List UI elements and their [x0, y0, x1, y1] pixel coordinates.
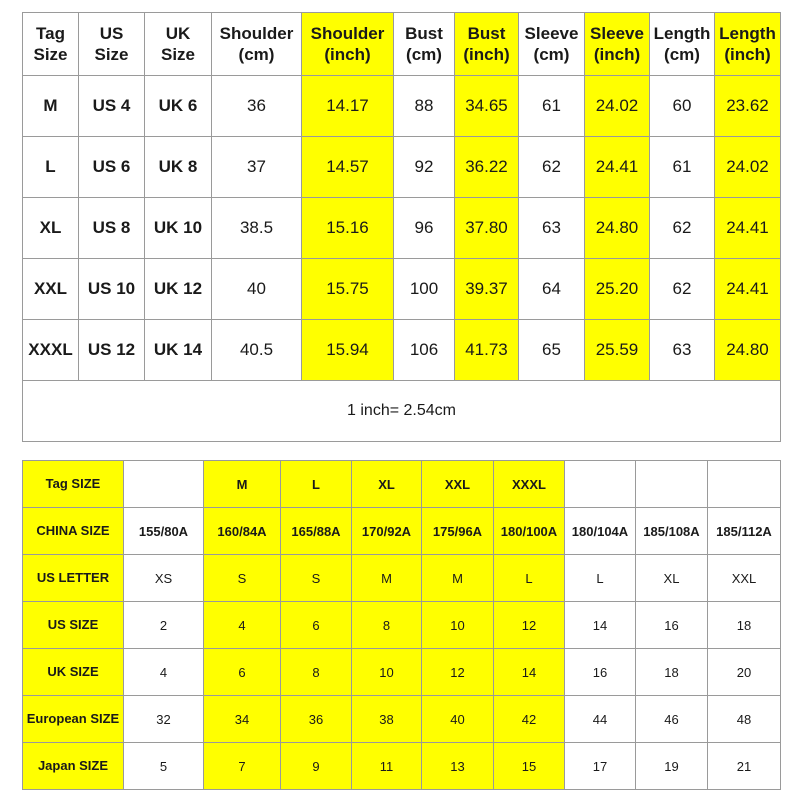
table-cell: 24.41	[715, 259, 781, 320]
table-cell: 10	[352, 649, 422, 696]
table-cell	[124, 461, 204, 508]
table-cell: 36	[281, 696, 352, 743]
table-cell: UK 10	[145, 198, 212, 259]
measurement-header-row	[23, 13, 781, 76]
table-cell: 18	[636, 649, 708, 696]
table-cell: 37	[212, 137, 302, 198]
table-cell: 170/92A	[352, 508, 422, 555]
table-cell: L	[565, 555, 636, 602]
table-cell: 96	[394, 198, 455, 259]
column-header	[145, 13, 212, 76]
row-label: Japan SIZE	[23, 743, 124, 790]
table-cell: 24.80	[585, 198, 650, 259]
table-cell: UK 8	[145, 137, 212, 198]
table-cell: 2	[124, 602, 204, 649]
table-cell: 62	[650, 259, 715, 320]
table-cell: XXL	[708, 555, 781, 602]
column-header-line: (cm)	[533, 45, 570, 64]
table-cell: 106	[394, 320, 455, 381]
table-row	[23, 320, 781, 381]
table-cell: 24.41	[585, 137, 650, 198]
table-cell: 4	[124, 649, 204, 696]
column-header-line: (cm)	[406, 45, 442, 64]
column-header-line: Size	[94, 45, 129, 64]
table-row	[23, 259, 781, 320]
table-cell: 63	[650, 320, 715, 381]
table-cell: 14	[565, 602, 636, 649]
column-header-line: (inch)	[324, 45, 371, 64]
table-cell: 4	[204, 602, 281, 649]
column-header-line: Shoulder	[310, 24, 385, 43]
table-cell	[565, 461, 636, 508]
table-cell: 12	[422, 649, 494, 696]
table-cell: XL	[352, 461, 422, 508]
table-row	[23, 76, 781, 137]
row-label: US LETTER	[23, 555, 124, 602]
row-label: UK SIZE	[23, 649, 124, 696]
table-cell: XXXL	[494, 461, 565, 508]
table-cell: 11	[352, 743, 422, 790]
table-cell: 185/112A	[708, 508, 781, 555]
table-cell: M	[422, 555, 494, 602]
column-header-line: Length	[719, 24, 776, 43]
column-header-line: (inch)	[463, 45, 510, 64]
table-cell: XL	[636, 555, 708, 602]
table-cell: US 4	[79, 76, 145, 137]
table-cell: 63	[519, 198, 585, 259]
table-cell: 60	[650, 76, 715, 137]
table-cell: 160/84A	[204, 508, 281, 555]
size-label: XL	[23, 198, 79, 259]
table-cell: 48	[708, 696, 781, 743]
size-label: L	[23, 137, 79, 198]
table-cell: 38	[352, 696, 422, 743]
table-cell: 7	[204, 743, 281, 790]
table-cell: 165/88A	[281, 508, 352, 555]
column-header	[585, 13, 650, 76]
size-label: M	[23, 76, 79, 137]
table-cell: 15	[494, 743, 565, 790]
column-header	[650, 13, 715, 76]
column-header	[79, 13, 145, 76]
table-cell: 185/108A	[636, 508, 708, 555]
table-cell: 61	[519, 76, 585, 137]
table-cell: M	[204, 461, 281, 508]
table-cell	[708, 461, 781, 508]
table-cell: 16	[636, 602, 708, 649]
table-cell: 175/96A	[422, 508, 494, 555]
table-cell: 37.80	[455, 198, 519, 259]
table-cell: UK 12	[145, 259, 212, 320]
table-cell: 6	[204, 649, 281, 696]
table-row	[23, 696, 781, 743]
table-cell: 5	[124, 743, 204, 790]
table-row	[23, 743, 781, 790]
table-cell: 40.5	[212, 320, 302, 381]
table-cell: 15.94	[302, 320, 394, 381]
table-cell: 15.16	[302, 198, 394, 259]
table-cell: 100	[394, 259, 455, 320]
table-cell: US 6	[79, 137, 145, 198]
column-header-line: UK	[165, 24, 191, 43]
table-row	[23, 649, 781, 696]
table-cell	[636, 461, 708, 508]
table-cell: 17	[565, 743, 636, 790]
column-header-line: (inch)	[593, 45, 641, 64]
table-cell: 24.02	[585, 76, 650, 137]
table-cell: XS	[124, 555, 204, 602]
table-row	[23, 555, 781, 602]
table-cell: US 12	[79, 320, 145, 381]
conversion-footnote: 1 inch= 2.54cm	[23, 381, 781, 442]
table-cell: 14	[494, 649, 565, 696]
table-cell: 64	[519, 259, 585, 320]
table-cell: 8	[352, 602, 422, 649]
table-cell: 13	[422, 743, 494, 790]
table-cell: 38.5	[212, 198, 302, 259]
table-cell: S	[204, 555, 281, 602]
table-cell: 15.75	[302, 259, 394, 320]
size-label: XXXL	[23, 320, 79, 381]
table-cell: M	[352, 555, 422, 602]
table-row	[23, 602, 781, 649]
table-cell: 9	[281, 743, 352, 790]
column-header	[455, 13, 519, 76]
table-cell: 19	[636, 743, 708, 790]
table-cell: L	[494, 555, 565, 602]
table-cell: 25.59	[585, 320, 650, 381]
column-header-line: Size	[160, 45, 196, 64]
column-header	[519, 13, 585, 76]
table-cell: 92	[394, 137, 455, 198]
table-cell: 25.20	[585, 259, 650, 320]
table-cell: 42	[494, 696, 565, 743]
column-header-line: Size	[33, 45, 68, 64]
table-cell: 65	[519, 320, 585, 381]
table-row	[23, 508, 781, 555]
table-cell: 44	[565, 696, 636, 743]
table-cell: UK 6	[145, 76, 212, 137]
row-label: US SIZE	[23, 602, 124, 649]
row-label: European SIZE	[23, 696, 124, 743]
column-header-line: (inch)	[724, 45, 771, 64]
column-header	[302, 13, 394, 76]
table-cell: 41.73	[455, 320, 519, 381]
table-cell: 62	[519, 137, 585, 198]
column-header-line: Bust	[405, 24, 443, 43]
table-cell: 18	[708, 602, 781, 649]
table-cell: S	[281, 555, 352, 602]
table-cell: 88	[394, 76, 455, 137]
table-cell: 36.22	[455, 137, 519, 198]
column-header-line: Shoulder	[219, 24, 294, 43]
table-cell: 180/104A	[565, 508, 636, 555]
column-header-line: Bust	[467, 24, 506, 43]
table-cell: 21	[708, 743, 781, 790]
footnote-row	[23, 381, 781, 442]
column-header	[212, 13, 302, 76]
table-cell: 180/100A	[494, 508, 565, 555]
column-header	[715, 13, 781, 76]
table-cell: 24.02	[715, 137, 781, 198]
table-cell: 12	[494, 602, 565, 649]
row-label: CHINA SIZE	[23, 508, 124, 555]
table-row	[23, 137, 781, 198]
row-label: Tag SIZE	[23, 461, 124, 508]
table-cell: 14.17	[302, 76, 394, 137]
table-cell: 24.80	[715, 320, 781, 381]
table-cell: 46	[636, 696, 708, 743]
table-cell: UK 14	[145, 320, 212, 381]
column-header	[394, 13, 455, 76]
table-cell: 6	[281, 602, 352, 649]
table-cell: US 8	[79, 198, 145, 259]
table-cell: 155/80A	[124, 508, 204, 555]
table-cell: 36	[212, 76, 302, 137]
measurement-table	[22, 12, 781, 442]
table-cell: 10	[422, 602, 494, 649]
column-header-line: Sleeve	[590, 24, 644, 43]
table-row	[23, 198, 781, 259]
table-cell: L	[281, 461, 352, 508]
column-header-line: (cm)	[238, 45, 275, 64]
table-cell: 40	[422, 696, 494, 743]
column-header-line: US	[99, 24, 124, 43]
column-header-line: Sleeve	[524, 24, 579, 43]
table-cell: 62	[650, 198, 715, 259]
table-cell: 24.41	[715, 198, 781, 259]
table-cell: 34	[204, 696, 281, 743]
table-cell: XXL	[422, 461, 494, 508]
table-row	[23, 461, 781, 508]
table-cell: 23.62	[715, 76, 781, 137]
table-cell: 34.65	[455, 76, 519, 137]
column-header-line: Tag	[36, 24, 65, 43]
table-cell: 20	[708, 649, 781, 696]
table-cell: 32	[124, 696, 204, 743]
column-header	[23, 13, 79, 76]
table-cell: 61	[650, 137, 715, 198]
column-header-line: Length	[653, 24, 711, 43]
table-cell: 16	[565, 649, 636, 696]
size-conversion-table	[22, 460, 781, 790]
table-cell: 39.37	[455, 259, 519, 320]
table-cell: US 10	[79, 259, 145, 320]
column-header-line: (cm)	[664, 45, 700, 64]
table-cell: 8	[281, 649, 352, 696]
table-cell: 40	[212, 259, 302, 320]
size-label: XXL	[23, 259, 79, 320]
table-cell: 14.57	[302, 137, 394, 198]
